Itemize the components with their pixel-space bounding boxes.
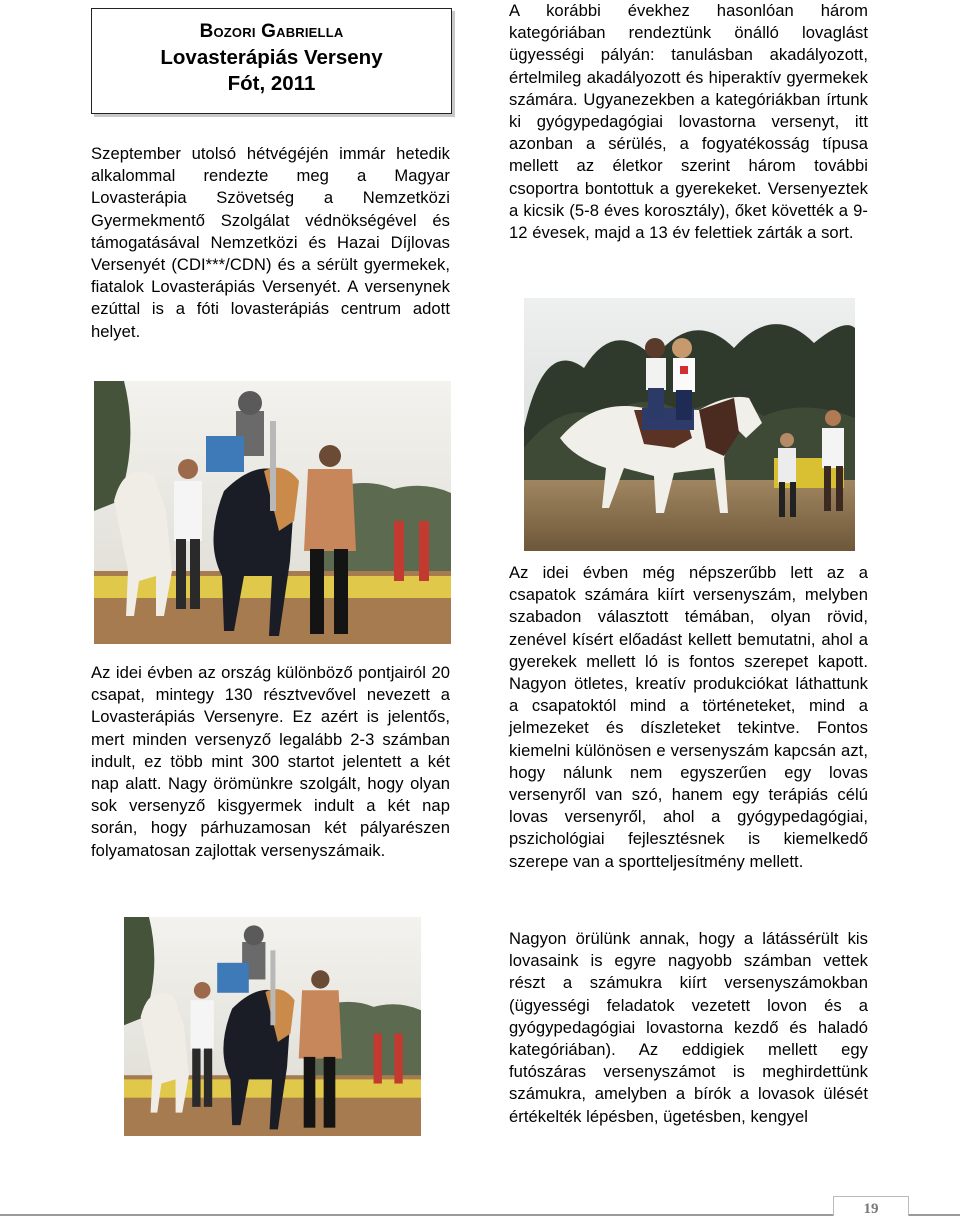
paragraph-participants: Az idei évben az ország különböző pontjairól 20 csapat, mintegy 130 résztvevővel nevezett a Lovasterápiás Versenyre. Ez azért is jelentős, mert minden versenyző legalább 2-3 számban indult, ez több mint 300 startot jelentett a két nap alatt. Nagy örömünkre szolgált, hogy olyan sok versenyző kisgyermek indult a két nap során, hogy párhuzamosan két pályarészen folyamatosan zajlottak versenyszámaik. [91, 663, 450, 860]
paragraph-intro: Szeptember utolsó hétvégéjén immár hetedik alkalommal rendezte meg a Magyar Lovasterápia Szövetség a Nemzetközi Gyermekmentő Szolgálat védnökségével és támogatásával Nemzetközi és Hazai Díjlovas Versenyét (CDI***/CDN) és a sérült gyermekek, fiatalok Lovasterápiás Versenyét. A versenynek ezúttal is a fóti lovasterápiás centrum adott helyet. [91, 144, 450, 341]
photo-children-on-horse [524, 298, 855, 551]
photo-knight-performance-2 [124, 917, 421, 1136]
photo-knight-performance [94, 381, 451, 644]
paragraph-categories: A korábbi évekhez hasonlóan három kategóriában rendeztünk önálló lovaglást ügyességi pályán: tanulásban akadályozott, értelmileg akadályozott és hiperaktív gyermekek számára. Ugyanezekben a kategóriákban írtunk ki gyógypedagógiai lovastorna versenyt, itt azonban a sérülés, a fogyatékosság típusa mellett az életkor szerint három további csoportra bontottuk a gyerekeket. Versenyeztek a kicsik (5-8 éves korosztály), őket követték a 9-12 évesek, majd a 13 év felettiek zárták a sort. [509, 1, 868, 243]
article-subtitle: Fót, 2011 [227, 72, 316, 95]
author-name: Bozori Gabriella [199, 21, 344, 42]
footer-rule [0, 1214, 960, 1216]
paragraph-team-event: Az idei évben még népszerűbb lett az a csapatok számára kiírt versenyszám, melyben szabadon választott témában, olyan rövid, zenével kísért előadást kellett bemutatni, ahol a gyerekek mellett ló is fontos szerepet kapott. Nagyon ötletes, kreatív produkciókat láthattunk a csapatoktól mind a történeteket, mind a jelmezeket és díszleteket tekintve. Fontos kiemelni különösen e versenyszám kapcsán azt, hogy nálunk nem egyszerűen egy lovas versenyről van szó, hanem egy terápiás célú lovas versenyről, ahol a gyógypedagógiai, pszichológiai fejlesztésnek is kiemelkedő szerepe van a sportteljesítmény mellett. [509, 563, 868, 871]
title-box [91, 8, 452, 114]
paragraph-visually-impaired: Nagyon örülünk annak, hogy a látássérült kis lovasaink is egyre nagyobb számban vettek részt a számukra kiírt versenyszámokban (ügyességi feladatok vezetett lovon és a gyógypedagógiai lovastorna kezdő és haladó kategóriában). Az eddigiek mellett egy futószáras versenyszámot is meghirdettünk számukra, amelyben a bírók a lovasok ülését értékelték lépésben, ügetésben, kengyel [509, 929, 868, 1126]
page-number: 19 [833, 1196, 909, 1216]
article-title: Lovasterápiás Verseny [160, 46, 383, 69]
